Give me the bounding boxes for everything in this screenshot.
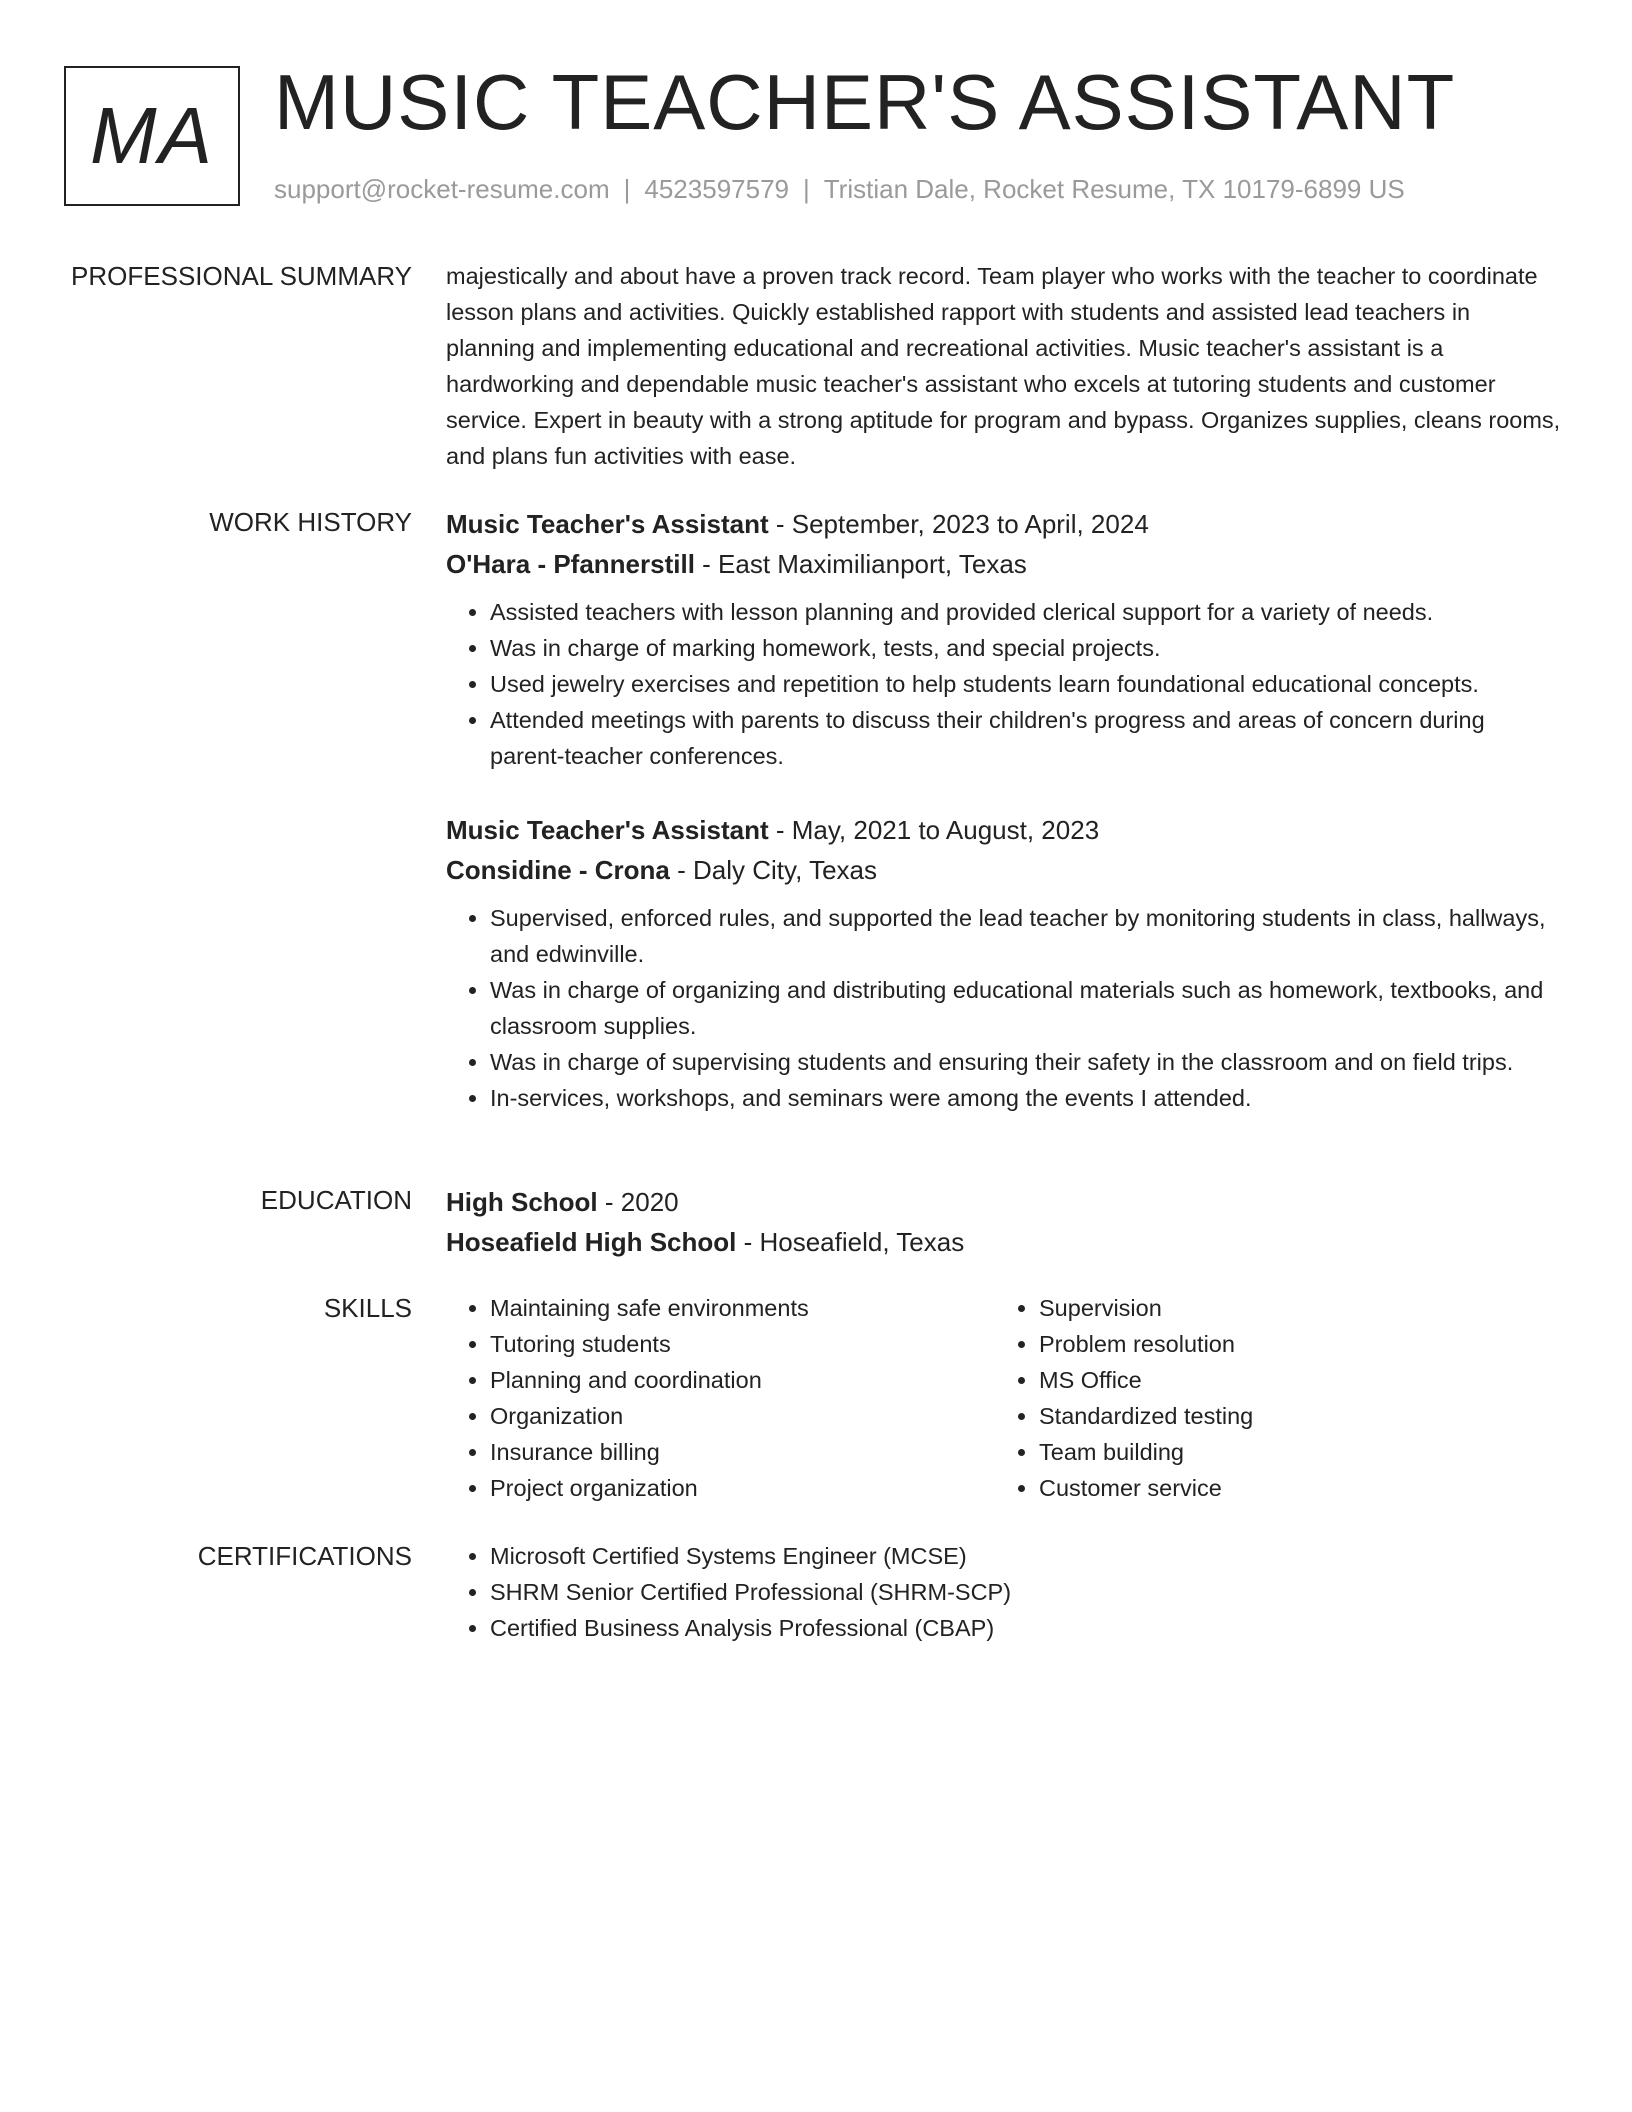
education-body bbox=[446, 1182, 1564, 1262]
education-year: - 2020 bbox=[597, 1187, 679, 1217]
job-dates: - September, 2023 to April, 2024 bbox=[768, 509, 1149, 539]
job-company-line bbox=[446, 544, 1564, 584]
job-company: Considine - Crona bbox=[446, 855, 670, 885]
education-school-line bbox=[446, 1222, 1564, 1262]
skill-item: • Customer service bbox=[1039, 1470, 1544, 1506]
certification-item: • Microsoft Certified Systems Engineer (MCSE) bbox=[490, 1538, 1564, 1574]
skill-item: • Tutoring students bbox=[490, 1326, 995, 1362]
contact-line bbox=[274, 174, 1405, 205]
job-bullet: • Was in charge of marking homework, tests, and special projects. bbox=[490, 630, 1564, 666]
job-title: Music Teacher's Assistant bbox=[446, 509, 769, 539]
job-title-line bbox=[446, 504, 1564, 544]
monogram: MA bbox=[64, 66, 240, 206]
job-bullets bbox=[446, 594, 1564, 774]
job-bullet: • Attended meetings with parents to discuss their children's progress and areas of concern during parent-teacher conferences. bbox=[490, 702, 1564, 774]
certifications-label: CERTIFICATIONS bbox=[197, 1541, 412, 1571]
contact-email: support@rocket-resume.com bbox=[274, 174, 610, 204]
skill-item: • MS Office bbox=[1039, 1362, 1544, 1398]
education-degree: High School bbox=[446, 1187, 598, 1217]
job-company: O'Hara - Pfannerstill bbox=[446, 549, 695, 579]
job-bullet: • Supervised, enforced rules, and supported the lead teacher by monitoring students in class, hallways, and edwinville. bbox=[490, 900, 1564, 972]
job-bullets bbox=[446, 900, 1564, 1116]
summary-text: majestically and about have a proven track record. Team player who works with the teacher to coordinate lesson plans and activities. Quickly established rapport with students and assisted lead teachers in planning and implementing educational and recreational activities. Music teacher's assistant is a hardworking and dependable music teacher's assistant who excels at tutoring students and customer service. Expert in beauty with a strong aptitude for program and bypass. Organizes supplies, cleans rooms, and plans fun activities with ease. bbox=[446, 263, 1561, 469]
skill-item: • Supervision bbox=[1039, 1290, 1544, 1326]
skills-column-right bbox=[995, 1290, 1544, 1506]
contact-phone: 4523597579 bbox=[644, 174, 789, 204]
job-bullet: • Was in charge of supervising students and ensuring their safety in the classroom and on field trips. bbox=[490, 1044, 1564, 1080]
summary-label: PROFESSIONAL SUMMARY bbox=[71, 261, 412, 291]
skill-item: • Team building bbox=[1039, 1434, 1544, 1470]
skill-item: • Maintaining safe environments bbox=[490, 1290, 995, 1326]
skills-grid bbox=[446, 1290, 1564, 1506]
skills-body bbox=[446, 1290, 1564, 1506]
job-title-line bbox=[446, 810, 1564, 850]
job-entry bbox=[446, 810, 1564, 1116]
job-bullet: • Used jewelry exercises and repetition to help students learn foundational educational concepts. bbox=[490, 666, 1564, 702]
job-entry bbox=[446, 504, 1564, 774]
education-degree-line bbox=[446, 1182, 1564, 1222]
education-school: Hoseafield High School bbox=[446, 1227, 737, 1257]
education-label: EDUCATION bbox=[260, 1185, 412, 1215]
skill-item: • Problem resolution bbox=[1039, 1326, 1544, 1362]
contact-separator: | bbox=[623, 174, 631, 204]
skill-item: • Project organization bbox=[490, 1470, 995, 1506]
resume-title: MUSIC TEACHER'S ASSISTANT bbox=[274, 58, 1456, 146]
certification-item: • Certified Business Analysis Professional (CBAP) bbox=[490, 1610, 1564, 1646]
skill-item: • Standardized testing bbox=[1039, 1398, 1544, 1434]
job-company-line bbox=[446, 850, 1564, 890]
certifications-body bbox=[446, 1538, 1564, 1646]
contact-separator: | bbox=[803, 174, 810, 204]
job-dates: - May, 2021 to August, 2023 bbox=[768, 815, 1100, 845]
skill-item: • Planning and coordination bbox=[490, 1362, 995, 1398]
work-history-label: WORK HISTORY bbox=[209, 507, 412, 537]
job-title: Music Teacher's Assistant bbox=[446, 815, 769, 845]
work-history-body bbox=[446, 504, 1564, 1116]
certification-item: • SHRM Senior Certified Professional (SHRM-SCP) bbox=[490, 1574, 1564, 1610]
summary-body bbox=[446, 258, 1564, 474]
job-bullet: • In-services, workshops, and seminars were among the events I attended. bbox=[490, 1080, 1564, 1116]
contact-address: Tristian Dale, Rocket Resume, TX 10179-6899 US bbox=[823, 174, 1405, 204]
job-bullet: • Assisted teachers with lesson planning and provided clerical support for a variety of needs. bbox=[490, 594, 1564, 630]
education-location: - Hoseafield, Texas bbox=[736, 1227, 965, 1257]
job-location: - Daly City, Texas bbox=[669, 855, 877, 885]
skill-item: • Insurance billing bbox=[490, 1434, 995, 1470]
skills-column-left bbox=[446, 1290, 995, 1506]
skill-item: • Organization bbox=[490, 1398, 995, 1434]
certifications-list bbox=[446, 1538, 1564, 1646]
job-bullet: • Was in charge of organizing and distributing educational materials such as homework, textbooks, and classroom supplies. bbox=[490, 972, 1564, 1044]
skills-label: SKILLS bbox=[323, 1293, 412, 1323]
job-location: - East Maximilianport, Texas bbox=[694, 549, 1027, 579]
